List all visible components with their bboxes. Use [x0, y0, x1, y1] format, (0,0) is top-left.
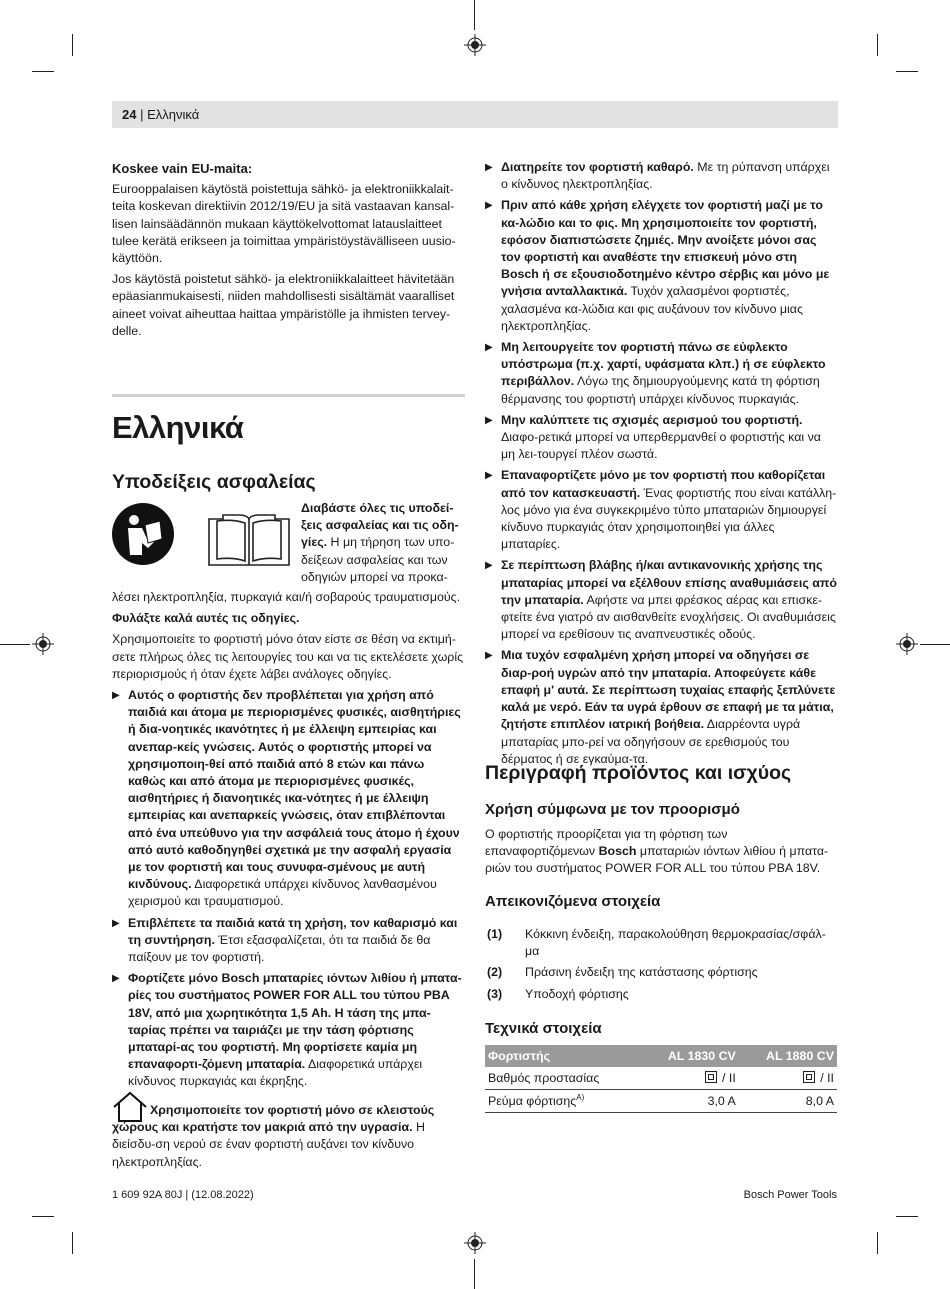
crop-mark	[0, 644, 30, 645]
bullet-text: Ένας φορτιστής που είναι κατάλλη-λος μόνο για ένα συγκεκριμένο τύπο μπαταριών δημιουργεί κίνδυνο πυρκαγιάς όταν χρησιμοποιηθεί για άλλες μπαταρίες.	[501, 485, 837, 552]
cell-value: / II	[816, 1071, 834, 1085]
bullet-text: Διαφορετικά υπάρχει κίνδυνος λανθασμένου χειρισμού και τραυματισμού.	[128, 877, 437, 909]
bullet-text: Τυχόν χαλασμένοι φορτιστές, χαλασμένα κα-λώδια και φις αυξάνουν τον κίνδυνο μιας ηλεκτροπληξίας.	[501, 284, 803, 333]
tech-data-table	[485, 1045, 837, 1113]
component-text: Υποδοχή φόρτισης	[525, 987, 629, 1001]
table-cell	[485, 1090, 641, 1113]
read-instructions-cont: λέσει ηλεκτροπληξία, πυρκαγιά και/ή σοβαρούς τραυματισμούς.	[112, 590, 461, 604]
safety-bullet	[485, 197, 837, 335]
bullet-bold: Μη λειτουργείτε τον φορτιστή πάνω σε εύφλεκτο υπόστρωμα (π.χ. χαρτί, υφάσματα κλπ.) ή σε εύφλεκτο περιβάλλον.	[501, 340, 826, 389]
component-text: Πράσινη ένδειξη της κατάστασης φόρτισης	[525, 965, 758, 979]
tech-data-heading: Τεχνικά στοιχεία	[485, 1020, 602, 1037]
crop-mark	[72, 1232, 73, 1254]
bullet-bold: Επιβλέπετε τα παιδιά κατά τη χρήση, τον καθαρισμό και τη συντήρηση.	[128, 915, 458, 947]
footer-brand: Bosch Power Tools	[743, 1189, 837, 1201]
registration-mark-icon	[32, 633, 54, 655]
component-number: (3)	[487, 987, 503, 1001]
safety-bullet	[112, 970, 465, 1090]
safety-bullet	[112, 687, 465, 911]
crop-mark	[877, 1232, 878, 1254]
section-divider	[112, 394, 465, 397]
footnote-marker: A)	[576, 1093, 585, 1103]
component-number: (1)	[487, 927, 503, 941]
crop-mark	[474, 1259, 475, 1289]
fi-paragraph: Eurooppalaisen käytöstä poistettuja sähkö- ja elektroniikkalait-teita koskevan direktiivin 2012/19/EU ja sitä vastaavan kansal-lisen lainsäädännön mukaan käyttökelvottomat latauslaitteet tulee kerätä erikseen ja toimittaa ympäristöystävälliseen uusio-käyttöön.	[112, 182, 456, 266]
cell-value: / II	[718, 1071, 736, 1085]
indoor-use-text: Η διείσδυ-ση νερού σε έναν φορτιστή αυξάνει τον κίνδυνο ηλεκτροπληξίας.	[112, 1120, 425, 1169]
bullet-bold: Αυτός ο φορτιστής δεν προβλέπεται για χρήση από παιδιά και άτομα με περιορισμένες φυσικές, αισθητήριες ή δια-νοητικές ικανότητες ή με έλλειψη εμπειρίας και ανεπαρ-κείς γνώσεις. Αυτός ο φορτιστής μπορεί να χρησιμοποιη-θεί από παιδιά από 8 ετών και πάνω καθώς και από άτομα με περιορισμένες φυσικές, αισθητήριες ή διανοητικές ικα-νότητες ή με έλλειψη εμπειρίας και ανεπαρκείς γνώσεις, όταν επιβλέπονται από ένα υπεύθυνο για την ασφάλειά τους άτομο ή έχουν από αυτό καθοδηγηθεί σχετικά με την ασφαλή εργασία με τον φορτιστή και τους συνυφα-σμένους με αυτή κινδύνους.	[128, 688, 461, 892]
header-language: Ελληνικά	[147, 107, 200, 122]
safety-bullet	[485, 159, 837, 193]
crop-mark	[474, 0, 475, 30]
crop-mark	[877, 34, 878, 56]
bullet-bold: Σε περίπτωση βλάβης ή/και αντικανονικής χρήσης της μπαταρίας μπορεί να εξέλθουν επίσης αναθυμιάσεις από την μπαταρία.	[501, 558, 837, 607]
bullet-bold: Επαναφορτίζετε μόνο με τον φορτιστή που καθορίζεται από τον κατασκευαστή.	[501, 468, 826, 500]
bullet-bold: Φορτίζετε μόνο Bosch μπαταρίες ιόντων λιθίου ή μπατα-ρίες του συστήματος POWER FOR ALL του τύπου PBA 18V, από μια χωρητικότητα 1,5 Ah. Η τάση της μπα-ταρίας πρέπει να ταιριάζει με την τάση φόρτισης μπαταρί-ας του φορτιστή. Μη φορτίσετε καμία μη επαναφορτι-ζόμενη μπαταρία.	[128, 971, 462, 1072]
protection-class-icon	[705, 1071, 717, 1083]
crop-mark	[920, 644, 950, 645]
bullet-text: Διαφορετικά υπάρχει κίνδυνος πυρκαγιάς και έκρηξης.	[128, 1057, 423, 1089]
indoor-use-block	[112, 1102, 465, 1171]
footer-doc-id: 1 609 92A 80J | (12.08.2022)	[112, 1189, 254, 1201]
safety-bullet	[485, 339, 837, 408]
safety-heading: Υποδείξεις ασφαλείας	[112, 471, 316, 493]
bullet-text: Διαφο-ρετικά μπορεί να υπερθερμανθεί ο φορτιστής και να μη λει-τουργεί πλέον σωστά.	[501, 430, 821, 462]
crop-mark	[32, 71, 54, 72]
protection-class-icon	[803, 1071, 815, 1083]
language-title: Ελληνικά	[112, 410, 244, 445]
component-item	[487, 926, 835, 960]
component-text: Κόκκινη ένδειξη, παρακολούθηση θερμοκρασίας/σφάλ-μα	[525, 927, 826, 959]
crop-mark	[72, 34, 73, 56]
read-instructions-text: Η μη τήρηση των υπο-δείξεων ασφαλείας και των οδηγιών μπορεί να προκα-	[301, 535, 455, 584]
finnish-section	[112, 160, 465, 344]
table-header: AL 1880 CV	[739, 1045, 837, 1067]
table-header-row	[485, 1045, 837, 1067]
registration-mark-icon	[464, 34, 486, 56]
row-label: Βαθμός προστασίας	[488, 1071, 600, 1085]
safety-bullet	[485, 467, 837, 553]
fi-heading: Koskee vain EU-maita:	[112, 161, 253, 176]
component-item	[487, 964, 835, 981]
header-separator: |	[136, 107, 148, 122]
table-cell: 3,0 A	[641, 1090, 739, 1113]
safety-bullet	[112, 915, 465, 967]
bullet-bold: Μην καλύπτετε τις σχισμές αερισμού του φορτιστή.	[501, 412, 803, 427]
bullet-text: Αφήστε να μπει φρέσκος αέρας και επισκε-φτείτε ένα γιατρό αν αισθανθείτε ενοχλήσεις. Οι αναθυμιάσεις μπορεί να ερεθίσουν τις αναπνευστικές οδούς.	[501, 592, 836, 642]
safety-bullet	[485, 557, 837, 643]
intended-brand: Bosch	[598, 844, 637, 859]
table-cell	[485, 1067, 641, 1090]
table-header: AL 1830 CV	[641, 1045, 739, 1067]
intended-text-part: μπαταριών ιόντων λιθίου ή μπατα-ριών του συστήματος POWER FOR ALL του τύπου PBA 18V.	[485, 844, 829, 876]
crop-mark	[896, 1216, 918, 1217]
table-header: Φορτιστής	[485, 1045, 641, 1067]
table-cell	[739, 1067, 837, 1090]
open-book-icon	[205, 513, 293, 571]
intended-use-heading: Χρήση σύμφωνα με τον προορισμό	[485, 801, 740, 818]
bullet-bold: Πριν από κάθε χρήση ελέγχετε τον φορτιστή μαζί με το κα-λώδιο και το φις. Μη χρησιμοποιείτε τον φορτιστή, εφόσον διαπιστώσετε ζημιές. Μην ανοίξετε μόνοι σας τον φορτιστή και αναθέστε την επισκευή μόνο στη Bosch ή σε εξουσιοδοτημένο κέντρο σέρβις και μόνο με γνήσια ανταλλακτικά.	[501, 198, 830, 299]
table-cell	[641, 1067, 739, 1090]
table-row	[485, 1090, 837, 1113]
registration-mark-icon	[896, 633, 918, 655]
bullet-bold: Διατηρείτε τον φορτιστή καθαρό.	[501, 160, 694, 174]
bullet-text: Λόγω της δημιουργούμενης κατά τη φόρτιση θέρμανσης του φορτιστή υπάρχει κίνδυνος πυρκαγιάς.	[501, 374, 820, 406]
safety-bullet	[485, 647, 837, 767]
registration-mark-icon	[464, 1232, 486, 1254]
components-heading: Απεικονιζόμενα στοιχεία	[485, 893, 661, 910]
read-instructions-block	[301, 500, 461, 586]
table-cell: 8,0 A	[739, 1090, 837, 1113]
left-column-el	[112, 589, 465, 1095]
fi-paragraph: Jos käytöstä poistetut sähkö- ja elektroniikkalaitteet hävitetään epäasianmukaisesti, niiden mahdollisesti sisältämät vaaralliset aineet voivat aiheuttaa haittaa ympäristölle ja ihmisten tervey-delle.	[112, 272, 455, 338]
bullet-bold: Μια τυχόν εσφαλμένη χρήση μπορεί να οδηγήσει σε διαρ-ροή υγρών από την μπαταρία. Αποφεύγετε κάθε επαφή μ' αυτά. Σε περίπτωση τυχαίας επαφής ξεπλύνετε καλά με νερό. Εάν τα υγρά έρθουν σε επαφή με τα μάτια, ζητήστε επιπλέον ιατρική βοήθεια.	[501, 648, 836, 732]
component-number: (2)	[487, 965, 503, 979]
right-column-el	[485, 159, 837, 772]
intended-text-part: Ο φορτιστής προορίζεται για τη φόρτιση των επαναφορτιζόμενων	[485, 827, 728, 859]
read-instructions-bold: Διαβάστε όλες τις υποδεί-ξεις ασφαλείας και τις οδη-γίες.	[301, 501, 459, 550]
component-item	[487, 986, 835, 1003]
indoor-use-bold: Χρησιμοποιείτε τον φορτιστή μόνο σε κλειστούς χώρους και κρατήστε τον μακριά από την υγρασία.	[112, 1103, 435, 1135]
page-header	[112, 101, 838, 128]
table-row	[485, 1067, 837, 1090]
use-info: Χρησιμοποιείτε το φορτιστή μόνο όταν είστε σε θέση να εκτιμή-σετε πλήρως όλες τις λειτουργίες του και να τις εκτελέσετε χωρίς περιορισμούς ή όταν έχετε λάβει ανάλογες οδηγίες.	[112, 632, 464, 681]
read-manual-warning-icon	[112, 503, 174, 565]
safety-bullet	[485, 412, 837, 464]
keep-instructions: Φυλάξτε καλά αυτές τις οδηγίες.	[112, 611, 300, 626]
intended-use-text	[485, 826, 830, 878]
bullet-text: Διαρρέοντα υγρά μπαταρίας μπο-ρεί να οδηγήσουν σε ερεθισμούς του δέρματος ή σε εγκαύμα-τα.	[501, 717, 801, 766]
bullet-text: Έτσι εξασφαλίζεται, ότι τα παιδιά δε θα παίξουν με τον φορτιστή.	[128, 932, 431, 965]
crop-mark	[896, 71, 918, 72]
bullet-text: Με τη ρύπανση υπάρχει ο κίνδυνος ηλεκτροπληξίας.	[501, 160, 830, 192]
page-number: 24	[122, 107, 137, 122]
product-heading: Περιγραφή προϊόντος και ισχύος	[485, 762, 792, 784]
page-header-text	[122, 107, 199, 122]
crop-mark	[32, 1216, 54, 1217]
row-label: Ρεύμα φόρτισης	[488, 1094, 577, 1109]
